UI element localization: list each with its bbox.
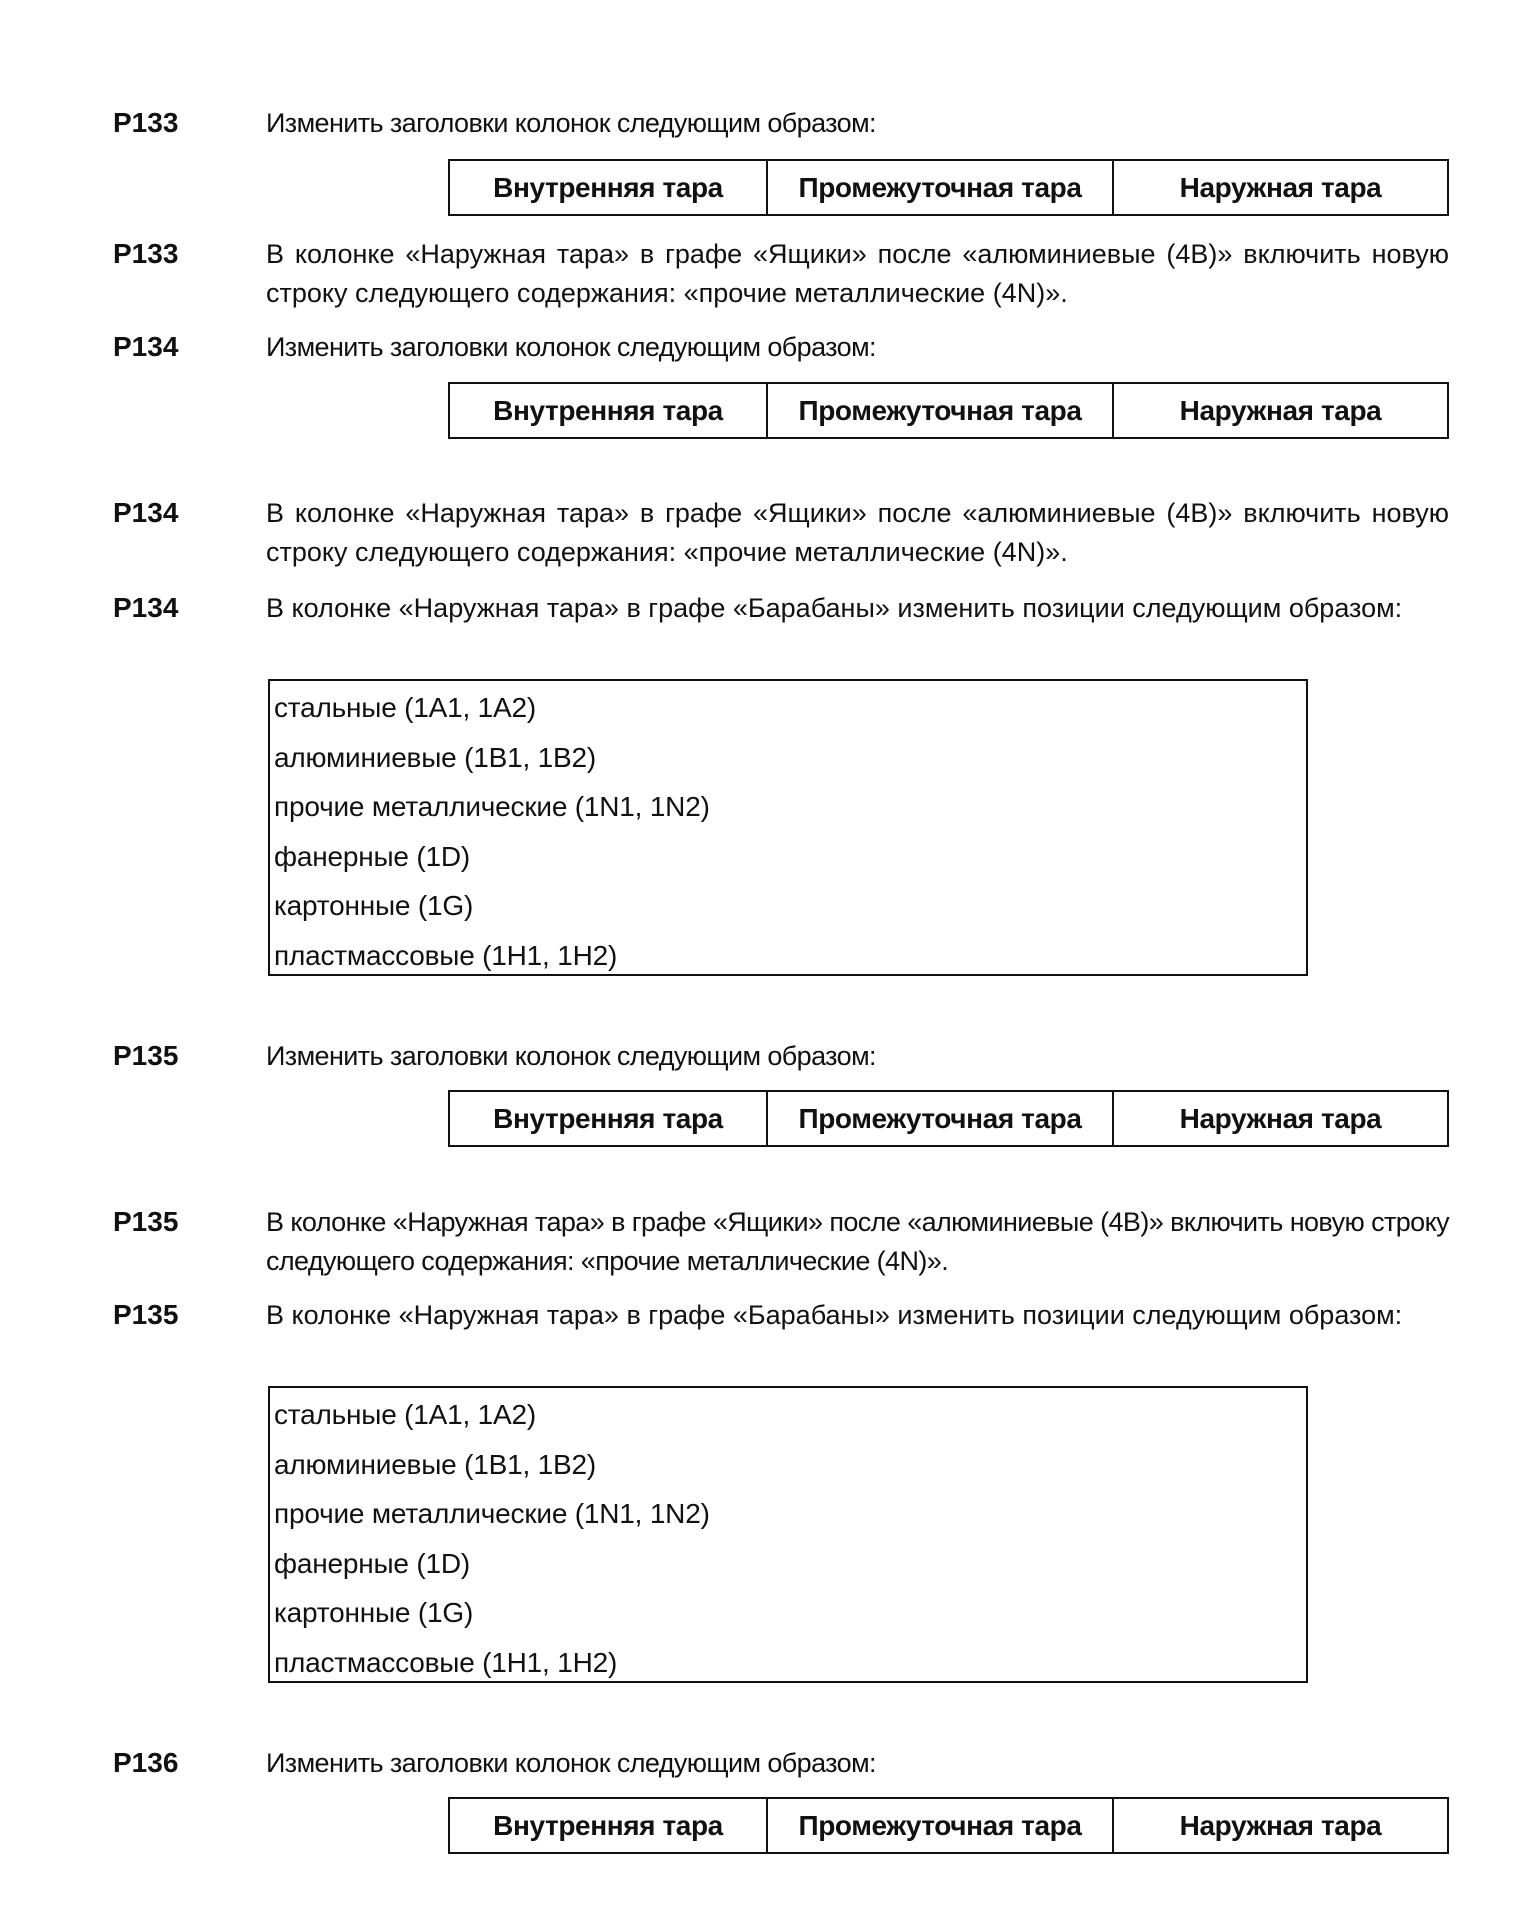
column-headers-table [448, 1090, 1449, 1147]
header-inner-packaging: Внутренняя тара [450, 1799, 768, 1852]
instruction-text: Изменить заголовки колонок следующим образом: [266, 332, 876, 362]
header-outer-packaging: Наружная тара [1179, 171, 1382, 203]
list-item: алюминиевые (1B1, 1B2) [274, 1448, 596, 1480]
header-intermediate-packaging: Промежуточная тара [768, 161, 1114, 214]
list-item: пластмассовые (1H1, 1H2) [274, 1646, 618, 1678]
instruction-text: Изменить заголовки колонок следующим образом: [266, 1041, 876, 1071]
instruction-text: В колонке «Наружная тара» в графе «Ящики» после «алюминиевые (4B)» включить новую строку следующего содержания: «прочие металлические (4N)». [266, 498, 1449, 567]
section-code: P135 [113, 1206, 179, 1237]
header-outer-packaging: Наружная тара [1179, 1102, 1382, 1134]
list-item: картонные (1G) [274, 890, 474, 921]
section-code: P133 [113, 238, 179, 269]
header-outer-packaging: Наружная тара [1179, 1809, 1382, 1841]
list-item: стальные (1A1, 1A2) [274, 1399, 536, 1430]
header-inner-packaging: Внутренняя тара [450, 1092, 768, 1145]
header-intermediate-packaging: Промежуточная тара [768, 1092, 1114, 1145]
header-inner-packaging: Внутренняя тара [450, 384, 768, 437]
instruction-text: Изменить заголовки колонок следующим образом: [266, 1748, 876, 1778]
header-intermediate-packaging: Промежуточная тара [768, 384, 1114, 437]
instruction-text: Изменить заголовки колонок следующим образом: [266, 108, 876, 138]
list-item: фанерные (1D) [274, 1547, 470, 1579]
section-code: P135 [113, 1299, 179, 1330]
list-item: фанерные (1D) [274, 840, 470, 872]
instruction-text: В колонке «Наружная тара» в графе «Ящики» после «алюминиевые (4B)» включить новую строку следующего содержания: «прочие металлические (4N)». [266, 1207, 1449, 1276]
section-code: P134 [113, 497, 179, 528]
section-code: P136 [113, 1747, 179, 1778]
instruction-text: В колонке «Наружная тара» в графе «Барабаны» изменить позиции следующим образом: [266, 1300, 1403, 1330]
section-code: P134 [113, 331, 179, 362]
column-headers-table [448, 1797, 1449, 1854]
section-code: P134 [113, 592, 179, 623]
section-code: P133 [113, 107, 179, 138]
list-item: прочие металлические (1N1, 1N2) [274, 791, 710, 822]
header-intermediate-packaging: Промежуточная тара [768, 1799, 1114, 1852]
section-code: P135 [113, 1040, 179, 1071]
list-item: стальные (1A1, 1A2) [274, 692, 536, 723]
list-item: алюминиевые (1B1, 1B2) [274, 741, 596, 773]
drum-positions-list [268, 1386, 1308, 1683]
list-item: прочие металлические (1N1, 1N2) [274, 1498, 710, 1529]
column-headers-table [448, 159, 1449, 216]
instruction-text: В колонке «Наружная тара» в графе «Барабаны» изменить позиции следующим образом: [266, 593, 1403, 623]
column-headers-table [448, 382, 1449, 439]
instruction-text: В колонке «Наружная тара» в графе «Ящики» после «алюминиевые (4B)» включить новую строку следующего содержания: «прочие металлические (4N)». [266, 239, 1449, 308]
header-inner-packaging: Внутренняя тара [450, 161, 768, 214]
drum-positions-list [268, 679, 1308, 976]
list-item: пластмассовые (1H1, 1H2) [274, 939, 618, 971]
list-item: картонные (1G) [274, 1597, 474, 1628]
header-outer-packaging: Наружная тара [1179, 394, 1382, 426]
